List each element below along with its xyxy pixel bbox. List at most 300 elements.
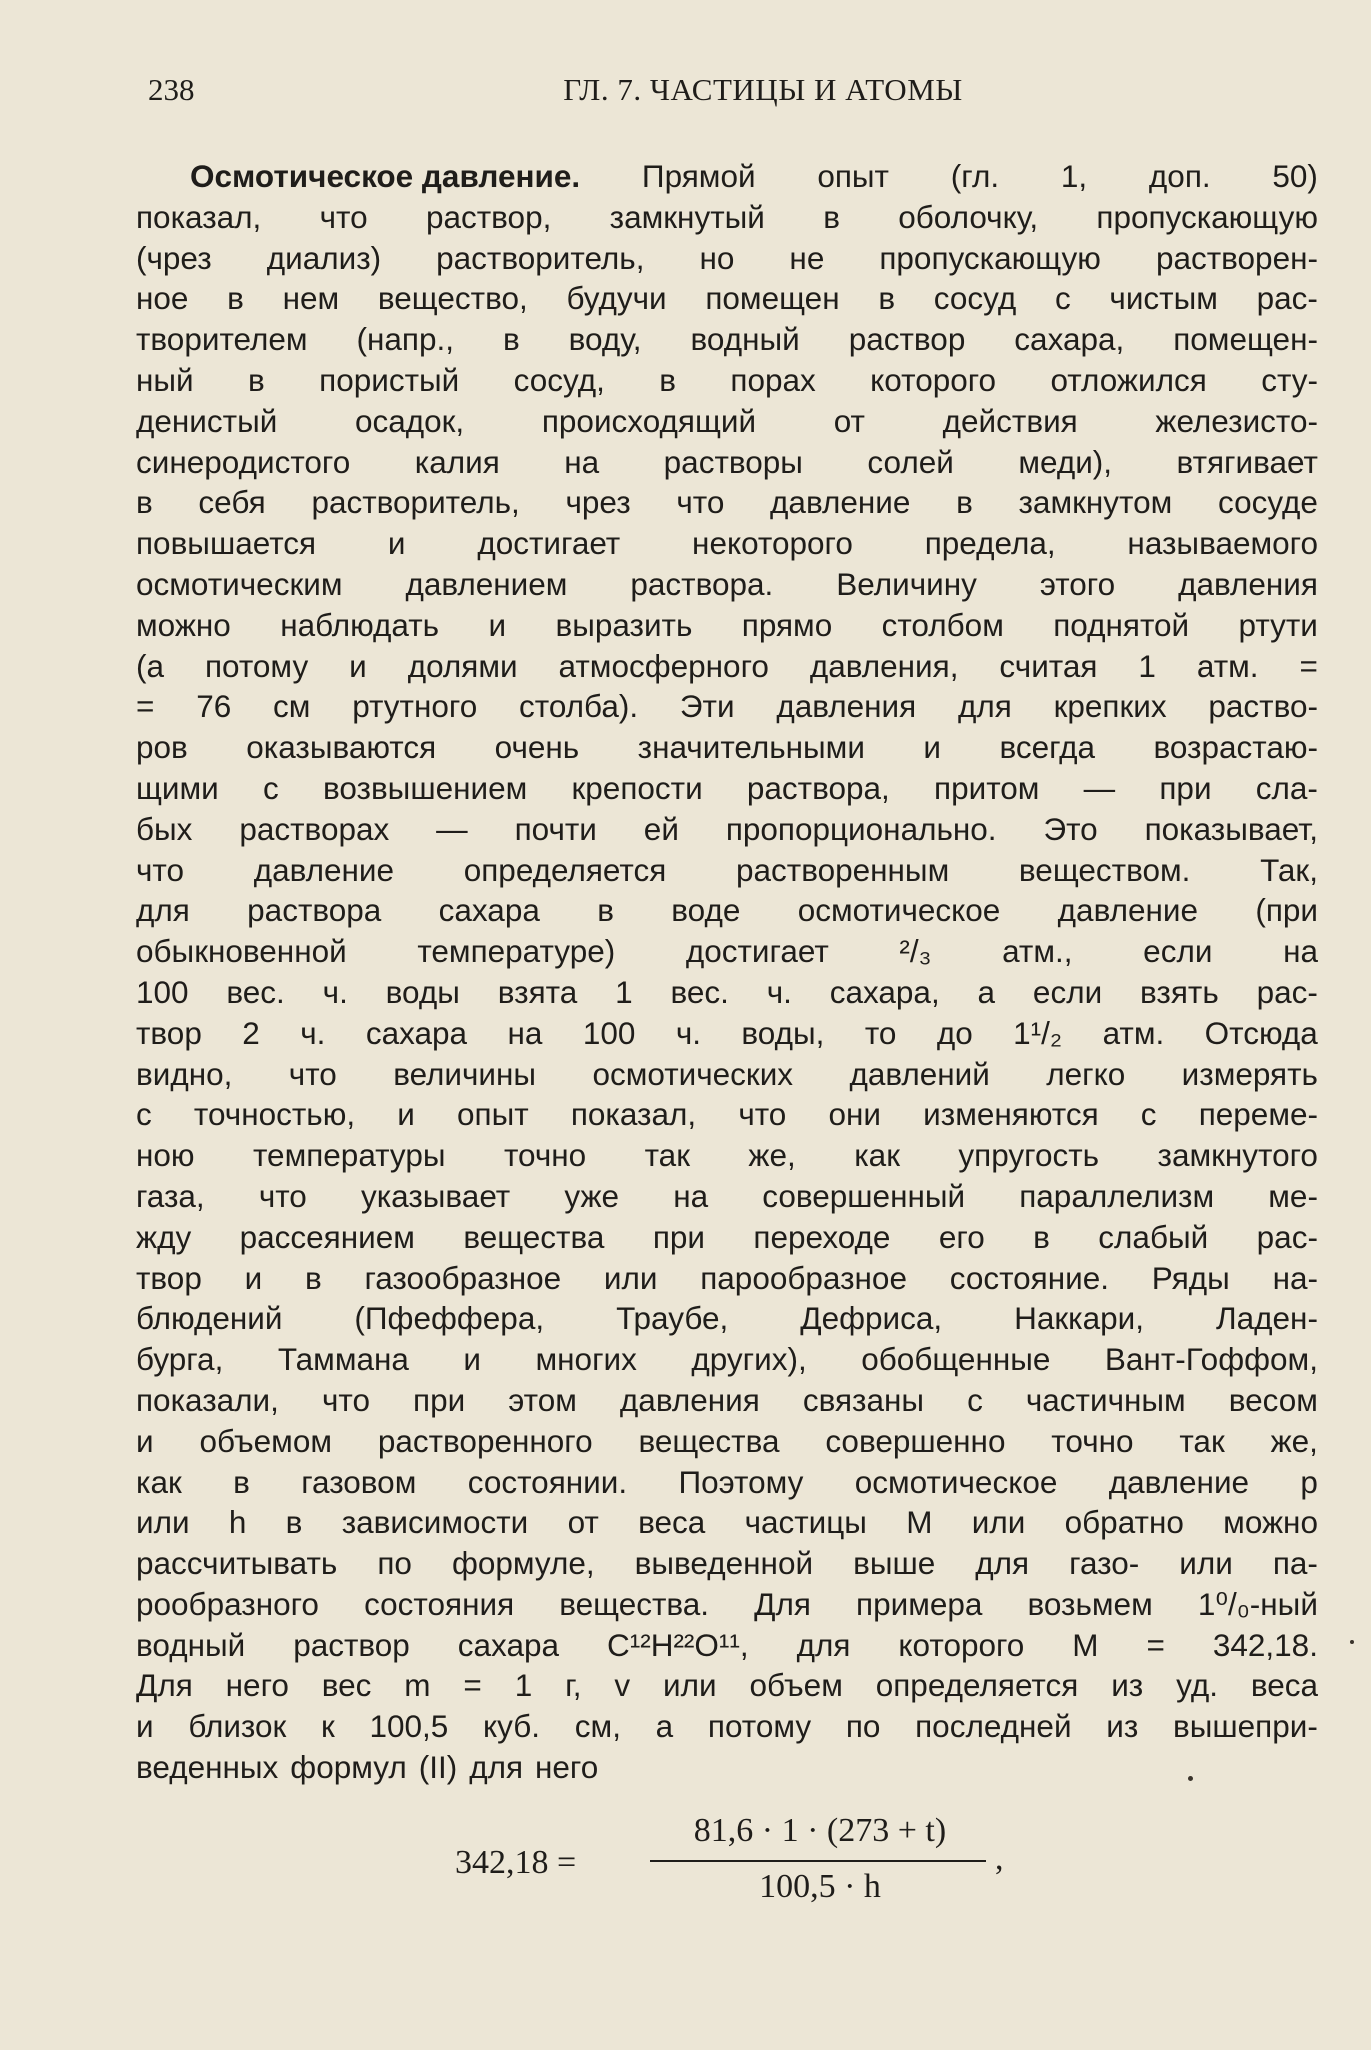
formula-numerator: 81,6 · 1 · (273 + t) [693, 1812, 947, 1849]
word: с [136, 1096, 152, 1133]
page-number: 238 [148, 72, 195, 107]
word: достигает [477, 525, 621, 562]
word: состоянии. [467, 1463, 628, 1500]
word: раствор [848, 321, 966, 358]
word: что [288, 1055, 337, 1092]
word: некоторого [692, 525, 853, 562]
word: почти [514, 810, 597, 847]
word: (при [1255, 892, 1318, 929]
word: близок [188, 1708, 287, 1745]
word: по [845, 1708, 881, 1745]
word: которого [870, 361, 997, 398]
word: то [864, 1014, 897, 1051]
word: давлений [849, 1055, 990, 1092]
word: показал, [136, 198, 262, 235]
word: Поэтому [678, 1463, 804, 1500]
text-line [136, 605, 1318, 646]
word: по [377, 1545, 412, 1582]
word: осадок, [354, 402, 465, 439]
word: крепости [571, 769, 703, 806]
word: и [136, 1422, 154, 1459]
word: замкнутом [1018, 484, 1173, 521]
word: совершенно [825, 1422, 1006, 1459]
word: этого [1039, 565, 1116, 602]
word: раство- [1208, 688, 1318, 725]
word: и [244, 1259, 263, 1296]
word: многих [535, 1341, 637, 1378]
word: уже [564, 1177, 620, 1214]
word: видно, [136, 1055, 233, 1092]
word: вышепри- [1173, 1708, 1318, 1745]
word: в [956, 484, 973, 521]
word: ртутного [352, 688, 478, 725]
word: что [258, 1177, 307, 1214]
word: обобщенные [861, 1341, 1051, 1378]
word: давлением [405, 565, 568, 602]
word: взять [1140, 973, 1219, 1010]
word: в [659, 361, 676, 398]
word: переходе [753, 1218, 891, 1255]
word: возьмем [1027, 1585, 1153, 1622]
word: этом [508, 1381, 577, 1418]
word: связаны [802, 1381, 925, 1418]
text-line [136, 238, 1318, 279]
word: сосуд, [513, 361, 605, 398]
word: v [614, 1667, 631, 1704]
word: долями [407, 647, 518, 684]
text-line [136, 482, 1318, 523]
word: пропускающую [1096, 198, 1318, 235]
word: до [936, 1014, 973, 1051]
word: втягивает [1176, 443, 1318, 480]
word: ров [136, 729, 188, 766]
word: 342,18. [1212, 1626, 1318, 1663]
word: сосуд [933, 280, 1017, 317]
word: можно [1223, 1504, 1318, 1541]
word: сахара, [829, 973, 940, 1010]
word: параллелизм [1019, 1177, 1215, 1214]
word: которого [898, 1626, 1025, 1663]
word: выведенной [634, 1545, 814, 1582]
word: 1 [514, 1667, 533, 1704]
word: и [923, 729, 941, 766]
word: ною [136, 1137, 195, 1174]
word: 1 [1138, 647, 1156, 684]
word: сту- [1261, 361, 1318, 398]
text-line [136, 1380, 1318, 1421]
word: прямо [741, 606, 833, 643]
word: если [1032, 973, 1103, 1010]
word: m [404, 1667, 431, 1704]
word: и [349, 647, 367, 684]
word: 100 [582, 1014, 636, 1051]
word: ный [136, 361, 194, 398]
word: от [833, 402, 865, 439]
word: точностью, [193, 1096, 356, 1133]
text-line [136, 197, 1318, 238]
word: осмотическим [136, 565, 343, 602]
word: опыт [457, 1096, 529, 1133]
word: калия [414, 443, 500, 480]
word: чрез [565, 484, 631, 521]
word: переме- [1198, 1096, 1318, 1133]
text-line [136, 1176, 1318, 1217]
word: порах [730, 361, 816, 398]
word: если [1143, 933, 1213, 970]
word: осмотическое [854, 1463, 1058, 1500]
word: потому [707, 1708, 812, 1745]
word: Так, [1260, 851, 1318, 888]
word: помещен- [1173, 321, 1318, 358]
word: так [644, 1137, 690, 1174]
word: растворах [239, 810, 390, 847]
word: замкнутый [609, 198, 765, 235]
word: показывает, [1144, 810, 1318, 847]
word: для [796, 1626, 851, 1663]
paragraph-heading: Осмотическое давление. [190, 158, 581, 194]
word: веса [638, 1504, 706, 1541]
word: замкнутого [1157, 1137, 1318, 1174]
word: сосуде [1217, 484, 1318, 521]
word: оказываются [246, 729, 437, 766]
text-line [136, 442, 1318, 483]
word: но [699, 239, 735, 276]
word: атм. [1102, 1014, 1165, 1051]
word: 1, [1060, 158, 1088, 194]
word: 1⁰/₀-ный [1197, 1585, 1318, 1622]
word: (II) [418, 1749, 458, 1786]
text-line [136, 1421, 1318, 1462]
word: слабый [1098, 1218, 1209, 1255]
word: совершенный [762, 1177, 966, 1214]
word: доп. [1148, 158, 1211, 194]
word: показал, [570, 1096, 697, 1133]
text-line [136, 686, 1318, 727]
word: состояние. [949, 1259, 1110, 1296]
word: состояния [364, 1585, 515, 1622]
word: показали, [136, 1381, 279, 1418]
word: газообразное [364, 1259, 562, 1296]
word: что [676, 484, 725, 521]
word: вещества. [559, 1585, 710, 1622]
word: него [535, 1749, 599, 1786]
word: что [321, 1381, 370, 1418]
word: водный [690, 321, 800, 358]
word: что [319, 198, 368, 235]
word: предела, [924, 525, 1056, 562]
word: указывает [360, 1177, 511, 1214]
word: объем [749, 1667, 843, 1704]
word: они [828, 1096, 881, 1133]
text-line [136, 931, 1318, 972]
text-line [136, 1217, 1318, 1258]
text-line [136, 360, 1318, 401]
text-line [136, 1502, 1318, 1543]
word: а [977, 973, 996, 1010]
text-line [136, 1706, 1318, 1747]
word: ч. [766, 973, 792, 1010]
word: называемого [1127, 525, 1318, 562]
word: меди), [1018, 443, 1113, 480]
text-line [136, 1584, 1318, 1625]
word: возрастаю- [1153, 729, 1318, 766]
word: объемом [199, 1422, 332, 1459]
word: вещества [463, 1218, 605, 1255]
word: частичным [1025, 1381, 1186, 1418]
word: давления [619, 1381, 760, 1418]
word: газовом [301, 1463, 417, 1500]
text-line [136, 768, 1318, 809]
word: воды [385, 973, 460, 1010]
word: опыт [817, 158, 889, 194]
word: Траубе, [616, 1300, 729, 1337]
word: воду, [568, 321, 642, 358]
word: не [789, 239, 825, 276]
word: растворенным [735, 851, 950, 888]
word: водный [136, 1626, 246, 1663]
word: сахара [365, 1014, 468, 1051]
text-line [136, 727, 1318, 768]
word: его [938, 1218, 985, 1255]
word: см [273, 688, 311, 725]
word: примера [856, 1585, 983, 1622]
word: Это [1043, 810, 1098, 847]
word: Дефриса, [800, 1300, 943, 1337]
text-line [136, 1258, 1318, 1299]
word: газо- [1069, 1545, 1140, 1582]
word: h [228, 1504, 247, 1541]
word: рообразного [136, 1585, 319, 1622]
word: или [663, 1667, 717, 1704]
word: формул [290, 1749, 407, 1786]
word: себя [198, 484, 266, 521]
word: рас- [1256, 280, 1318, 317]
word: воды, [741, 1014, 825, 1051]
word: с [1054, 280, 1071, 317]
word: — [436, 810, 468, 847]
word: осмотическое [797, 892, 1001, 929]
word: в [248, 361, 265, 398]
text-line [136, 646, 1318, 687]
word: и [397, 1096, 415, 1133]
word: будучи [566, 280, 667, 317]
word: с [1140, 1096, 1157, 1133]
word: вес. [226, 973, 285, 1010]
word: всегда [999, 729, 1096, 766]
word: к [321, 1708, 335, 1745]
word: измерять [1181, 1055, 1318, 1092]
word: давление [1108, 1463, 1250, 1500]
word: наблюдать [280, 606, 440, 643]
word: точно [1051, 1422, 1134, 1459]
word: C¹²H²²O¹¹, [606, 1626, 749, 1663]
word: обратно [1064, 1504, 1184, 1541]
text-line [136, 1054, 1318, 1095]
word: ртути [1238, 606, 1318, 643]
formula-denominator: 100,5 · h [759, 1868, 881, 1905]
word: в [233, 1463, 250, 1500]
word: для [469, 1749, 524, 1786]
word: ч. [322, 973, 348, 1010]
word: осмотических [592, 1055, 794, 1092]
word: 50) [1272, 158, 1318, 194]
word: атм., [1002, 933, 1073, 970]
word: растворенного [377, 1422, 593, 1459]
word: других), [691, 1341, 807, 1378]
word: весом [1228, 1381, 1318, 1418]
word: 1 [615, 973, 633, 1010]
word: с [262, 769, 279, 806]
body-text [136, 156, 1318, 1788]
word: в [304, 1259, 322, 1296]
word: ч. [675, 1014, 701, 1051]
word: г, [565, 1667, 582, 1704]
word: рассчитывать [136, 1545, 338, 1582]
word: Вант-Гоффом, [1104, 1341, 1318, 1378]
word: раствора [247, 892, 382, 929]
text-line [136, 1298, 1318, 1339]
text-line [136, 972, 1318, 1013]
word: легко [1046, 1055, 1126, 1092]
word: же, [748, 1137, 796, 1174]
word: достигает [685, 933, 829, 970]
formula-comma: , [995, 1840, 1004, 1877]
word: раствора, [746, 769, 890, 806]
word: поднятой [1053, 606, 1190, 643]
word: веденных [136, 1749, 279, 1786]
word: раствор [293, 1626, 410, 1663]
word: атм. [1196, 647, 1259, 684]
word: куб. [483, 1708, 541, 1745]
word: = [463, 1667, 482, 1704]
word: и [488, 606, 507, 643]
word: газа, [136, 1177, 205, 1214]
word: Для [754, 1585, 811, 1622]
text-line [136, 890, 1318, 931]
word: при [652, 1218, 705, 1255]
word: в [823, 198, 840, 235]
word: сахара, [1014, 321, 1125, 358]
word: 76 [196, 688, 232, 725]
text-line [136, 1543, 1318, 1584]
word: веса [1250, 1667, 1318, 1704]
word: возвышением [322, 769, 528, 806]
word: температуры [252, 1137, 446, 1174]
word: обыкновенной [136, 933, 347, 970]
word: — [1083, 769, 1116, 806]
word: частицы [744, 1504, 867, 1541]
word: вес. [670, 973, 729, 1010]
word: бурга, [136, 1341, 224, 1378]
word: или [1179, 1545, 1233, 1582]
word: вес [321, 1667, 372, 1704]
word: отложился [1050, 361, 1207, 398]
word: Величину [836, 565, 977, 602]
text-line [136, 1665, 1318, 1706]
word: точно [503, 1137, 587, 1174]
word: на- [1272, 1259, 1318, 1296]
word: M [1072, 1626, 1099, 1663]
word: Прямой [641, 158, 756, 194]
word: изменяются [923, 1096, 1099, 1133]
word: крепких [1053, 688, 1167, 725]
word: в [1033, 1218, 1050, 1255]
word: выше [853, 1545, 936, 1582]
word: 1¹/₂ [1013, 1014, 1063, 1051]
word: растворен- [1155, 239, 1318, 276]
word: (а [136, 647, 165, 684]
word: рас- [1256, 1218, 1318, 1255]
formula [455, 1812, 1015, 1922]
word: Наккари, [1014, 1300, 1145, 1337]
word: па- [1272, 1545, 1318, 1582]
word: что [738, 1096, 787, 1133]
chapter-title: ГЛ. 7. ЧАСТИЦЫ И АТОМЫ [563, 72, 963, 107]
word: давление [253, 851, 395, 888]
word: давления [776, 688, 917, 725]
word: нем [282, 280, 340, 317]
word: на [507, 1014, 543, 1051]
word: p [1300, 1463, 1318, 1500]
word: него [225, 1667, 289, 1704]
word: притом [934, 769, 1040, 806]
word: для [957, 688, 1012, 725]
word: столбом [881, 606, 1004, 643]
word: ное [136, 280, 189, 317]
running-head [148, 72, 1318, 112]
word: или [603, 1259, 658, 1296]
word: (гл. [950, 158, 1000, 194]
word: парообразное [700, 1259, 907, 1296]
word: 2 [242, 1014, 260, 1051]
word: = [1146, 1626, 1165, 1663]
word: в [227, 280, 244, 317]
word: (напр., [356, 321, 454, 358]
word: воде [671, 892, 741, 929]
word: железисто- [1155, 402, 1318, 439]
word: сахара [457, 1626, 560, 1663]
word: очень [494, 729, 580, 766]
word: Ладен- [1215, 1300, 1318, 1337]
word: температуре) [417, 933, 616, 970]
word: можно [136, 606, 231, 643]
word: и [387, 525, 406, 562]
word: твор [136, 1014, 202, 1051]
word: потому [204, 647, 309, 684]
word: в [136, 484, 153, 521]
word: давления [1178, 565, 1318, 602]
word: сла- [1255, 769, 1318, 806]
word: = [1299, 647, 1318, 684]
paper-speck [1350, 1640, 1354, 1644]
word: зависимости [341, 1504, 529, 1541]
word: (Пфеффера, [354, 1300, 545, 1337]
text-line [136, 1462, 1318, 1503]
word: рас- [1256, 973, 1318, 1010]
word: выразить [555, 606, 693, 643]
word: давление [770, 484, 911, 521]
word: пористый [319, 361, 460, 398]
word: блюдений [136, 1300, 283, 1337]
word: уд. [1176, 1667, 1218, 1704]
text-line [136, 1625, 1318, 1666]
word: сахара [438, 892, 540, 929]
word: твор [136, 1259, 202, 1296]
word: синеродистого [136, 443, 351, 480]
word: растворы [663, 443, 803, 480]
text-line [136, 523, 1318, 564]
word: 100,5 [369, 1708, 449, 1745]
